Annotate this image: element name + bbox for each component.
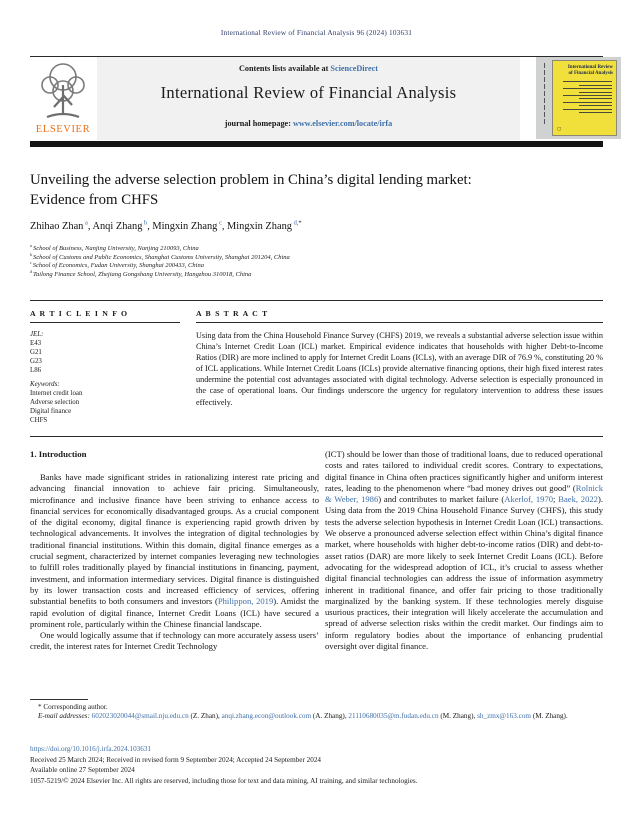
- text-run: (ICT) should be lower than those of traditional loans, due to reduced operational costs and rates tailored to individual credit scores. Contrary to expectations, digital finance in China often practices significantly higher and uniform interest rates, leading to the phenomenon where “bad money drives out good” (: [325, 449, 603, 493]
- affiliation-d: [30, 268, 603, 280]
- author-name: Zhihao Zhan: [30, 221, 84, 232]
- author-affil-sup[interactable]: a: [83, 219, 88, 227]
- article-info-rule: [30, 322, 180, 323]
- affiliations: [30, 242, 603, 280]
- text-run: ). Using data from the 2019 China Household Finance Survey (CHFS), this study tests the adverse selection hypothesis in Internet Credit Loan (ICL) transactions. We observe a pronounced adverse selection effect within China’s digital finance market, where households with higher debt-to-income ratios (DIR) and debt-to-asset ratios (DAR) are more likely to seek Internet Credit Loans (ICL). Before advocating for the widespread adoption of ICL, it’s crucial to assess whether digital financial technologies can address the issue of information asymmetry inherent in traditional finance, and offer fair pricing to those traditionally marginalized by the banking system. If these technologies merely disguise usurious practices, their integration will likely accelerate the accumulation and spread of adverse selection risks within the credit market. Our findings aim to inform regulatory bodies about the importance of enhancing prudential oversight over digital finance.: [325, 494, 603, 652]
- keyword: Adverse selection: [30, 399, 80, 406]
- author-affil-sup[interactable]: d,: [291, 219, 299, 227]
- header-bottom-bar: [30, 141, 603, 147]
- abstract-heading: A B S T R A C T: [196, 309, 269, 318]
- text-run: School of Business, Nanjing University, Nanjing 210093, China: [33, 245, 199, 252]
- citation-link[interactable]: Philippon, 2019: [217, 596, 274, 607]
- intro-paragraph-2-continued: [325, 449, 603, 652]
- text-run: E-mail addresses:: [38, 712, 92, 720]
- text-run: School of Customs and Public Economics, Shanghai Customs University, Shanghai 201204, China: [33, 253, 290, 261]
- text-run: One would logically assume that if technology can more accurately assess users’ credit, the interest rates for Internet Credit Technology: [30, 630, 319, 652]
- text-run: Banks have made significant strides in rationalizing interest rate pricing and advancing financial innovation to achieve fair pricing. Simultaneously, microfinance and inclusive finance have been striving to enhance access to financial services for economically disadvantaged groups. As a crucial component of the digital economy, digital finance is experiencing rapid growth driven by technological advancements. It involves the integration of digital technologies by traditional financial institutions. Within this domain, digital finance emerges as a crucial segment, characterized by internet companies leveraging new technologies to fulfill roles traditionally played by financial institutions in financing, payment, investment, and information intermediary services. Digital finance is distinguished by its lower transaction costs and increased efficiency of services, offering substantial benefits to both consumers and investors (: [30, 472, 319, 607]
- journal-title: International Review of Financial Analysis: [160, 83, 457, 102]
- text-run: Tailong Finance School, Zhejiang Gongshang University, Hangzhou 310018, China: [33, 271, 252, 279]
- cover-front: [552, 60, 617, 136]
- keywords-label: Keywords:: [30, 381, 60, 388]
- intro-paragraph-2-start: [30, 630, 319, 653]
- text-run: a: [30, 242, 34, 248]
- journal-header-band: [97, 57, 520, 140]
- elsevier-wordmark: ELSEVIER: [35, 124, 91, 135]
- keyword: CHFS: [30, 417, 48, 424]
- author-name: , Mingxin Zhang: [221, 221, 292, 232]
- cover-title: International Review of Financial Analysis: [567, 65, 613, 76]
- abstract-column: [196, 309, 603, 408]
- author-list: [30, 221, 603, 232]
- journal-homepage-link[interactable]: www.elsevier.com/locate/irfa: [292, 119, 393, 128]
- author-name: , Mingxin Zhang: [147, 221, 218, 232]
- article-info-heading: A R T I C L E I N F O: [30, 309, 129, 318]
- text-run: School of Economics, Fudan University, Shanghai 200433, China: [32, 262, 204, 270]
- article-info-column: [30, 309, 180, 425]
- corresponding-star: *: [298, 219, 302, 227]
- email-link[interactable]: 21110680035@m.fudan.edu.cn: [348, 712, 439, 720]
- intro-paragraph-1: [30, 472, 319, 630]
- paper-title-line1: Unveiling the adverse selection problem in China’s digital lending market:: [30, 172, 472, 188]
- keyword: Internet credit loan: [30, 390, 83, 397]
- author-affil-sup[interactable]: c: [217, 219, 222, 227]
- copyright-line: 1057-5219/© 2024 Elsevier Inc. All rights are reserved, including those for text and data mining, AI training, and similar technologies.: [30, 777, 418, 785]
- section-heading-introduction: 1. Introduction: [30, 449, 87, 459]
- affiliation-a: [30, 242, 603, 254]
- text-run: (Z. Zhan),: [188, 712, 222, 720]
- abstract-rule: [196, 322, 603, 323]
- body-column-left: [30, 449, 319, 653]
- text-run: ;: [553, 494, 559, 505]
- contents-line-text: Contents lists available at: [238, 64, 331, 73]
- keyword: Digital finance: [30, 408, 72, 415]
- paper-title-line2: Evidence from CHFS: [30, 191, 159, 208]
- text-run: ). Amidst the rapid evolution of digital finance, Internet Credit Loans (ICL) have secured a prominent role, particularly within the Chinese financial landscape.: [30, 596, 319, 629]
- available-online-date: Available online 27 September 2024: [30, 766, 135, 774]
- contents-line: [97, 64, 520, 73]
- text-run: b: [30, 251, 34, 257]
- email-link[interactable]: 602023020044@smail.nju.edu.cn: [91, 712, 189, 720]
- elsevier-logo: [30, 59, 96, 139]
- cover-publisher-mark: ▢: [557, 126, 562, 131]
- text-run: c: [30, 260, 33, 266]
- jel-code: G23: [30, 358, 42, 365]
- jel-code: G21: [30, 349, 42, 356]
- author-affil-sup[interactable]: b: [142, 219, 148, 227]
- info-block-top-rule: [30, 300, 603, 301]
- affiliation-c: [30, 262, 603, 271]
- email-link[interactable]: sh_zmx@163.com: [477, 712, 532, 720]
- citation-link[interactable]: Akerlof, 1970: [504, 494, 554, 505]
- corresponding-author-note: * Corresponding author.: [38, 703, 108, 711]
- homepage-label: journal homepage:: [224, 119, 293, 128]
- journal-cover-thumbnail[interactable]: [536, 57, 621, 139]
- email-link[interactable]: anqi.zhang.econ@outlook.com: [221, 712, 312, 720]
- text-run: ) and contributes to market failure (: [378, 494, 505, 505]
- text-run: (A. Zhang),: [311, 712, 349, 720]
- received-dates: Received 25 March 2024; Received in revised form 9 September 2024; Accepted 24 September 2024: [30, 756, 322, 764]
- text-run: (M. Zhang).: [531, 712, 568, 720]
- sciencedirect-link[interactable]: ScienceDirect: [330, 64, 379, 73]
- jel-code: L86: [30, 367, 42, 374]
- homepage-line: [97, 119, 520, 128]
- email-addresses-line: [30, 712, 603, 722]
- text-run: d: [30, 268, 34, 274]
- abstract-text: Using data from the China Household Finance Survey (CHFS) 2019, we reveals a substantial adverse selection issue within China’s Internet Credit Loan (ICL) market. Empirical evidence indicates that households with higher Debt-to-Income Ratios (DIR) are more inclined to apply for Internet Credit Loans (ICLs), with an average DIR of 76.9 %, constituting 20 % of ICL applications. While Internet Credit Loans (ICLs) provide alternative financing options, their high fixed interest rates undermine the potential cost advantages associated with digital technology. Adverse selection is especially pronounced in the case of operational loans. Our findings underscore the urgency for regulatory intervention to address these issues effectively.: [196, 331, 603, 407]
- text-run: (M. Zhang),: [438, 712, 478, 720]
- doi-link[interactable]: https://doi.org/10.1016/j.irfa.2024.103631: [30, 745, 152, 753]
- jel-label: JEL:: [30, 331, 44, 338]
- body-column-right: [325, 449, 603, 652]
- jel-code: E43: [30, 340, 42, 347]
- running-head: International Review of Financial Analysis 96 (2024) 103631: [220, 28, 413, 37]
- citation-link[interactable]: Baek, 2022: [558, 494, 598, 505]
- cover-spine: [539, 61, 550, 135]
- info-block-bottom-rule: [30, 436, 603, 437]
- elsevier-tree-icon: [33, 59, 93, 123]
- citation-link[interactable]: Rolnick & Weber, 1986: [325, 482, 603, 505]
- footnote-rule: [30, 699, 88, 700]
- paper-title: [30, 171, 603, 210]
- author-name: , Anqi Zhang: [87, 221, 143, 232]
